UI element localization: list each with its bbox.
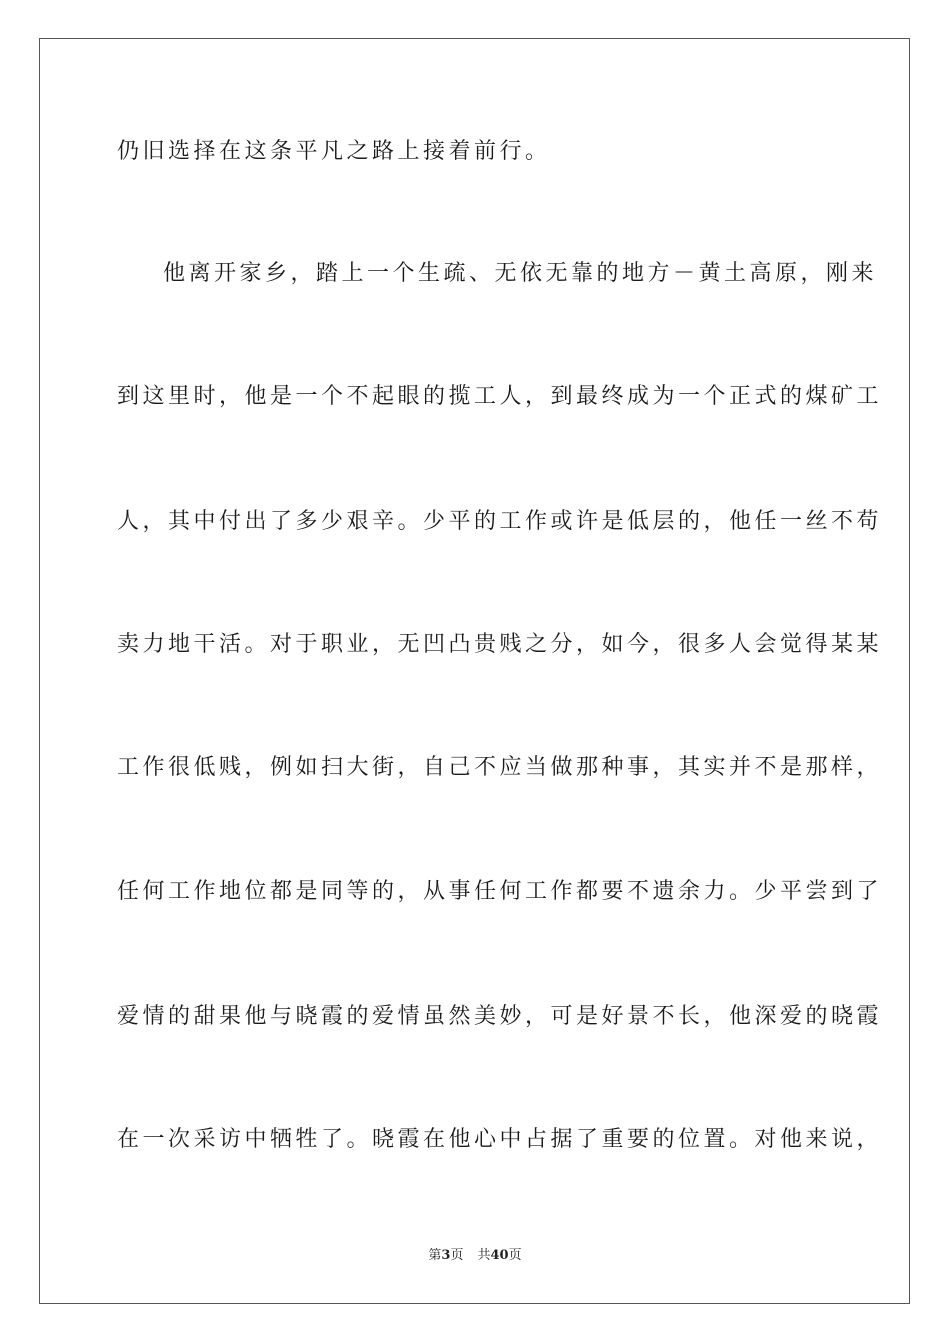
page-border: [39, 38, 910, 1304]
total-prefix: 共: [477, 1248, 491, 1263]
text-line-7: 任何工作地位都是同等的，从事任何工作都要不遗余力。少平尝到了: [117, 879, 883, 904]
text-line-3: 到这里时，他是一个不起眼的揽工人，到最终成为一个正式的煤矿工: [117, 384, 883, 409]
total-pages: 40: [490, 1248, 509, 1263]
page-footer: [0, 1247, 950, 1265]
text-line-9: 在一次采访中牺牲了。晓霞在他心中占据了重要的位置。对他来说，: [117, 1127, 883, 1152]
text-line-1: 仍旧选择在这条平凡之路上接着前行。: [117, 139, 551, 164]
page-suffix: 页: [450, 1248, 464, 1263]
text-line-5: 卖力地干活。对于职业，无凹凸贵贱之分，如今，很多人会觉得某某: [117, 632, 883, 657]
text-line-8: 爱情的甜果他与晓霞的爱情虽然美妙，可是好景不长，他深爱的晓霞: [117, 1004, 883, 1029]
page-number: 3: [441, 1248, 451, 1263]
total-suffix: 页: [508, 1248, 522, 1263]
text-line-4: 人，其中付出了多少艰辛。少平的工作或许是低层的，他任一丝不苟: [117, 509, 883, 534]
text-line-2: 他离开家乡，踏上一个生疏、无依无靠的地方－黄土高原，刚来: [163, 261, 878, 286]
text-line-6: 工作很低贱，例如扫大街，自己不应当做那种事，其实并不是那样，: [117, 755, 883, 780]
page-prefix: 第: [428, 1248, 442, 1263]
